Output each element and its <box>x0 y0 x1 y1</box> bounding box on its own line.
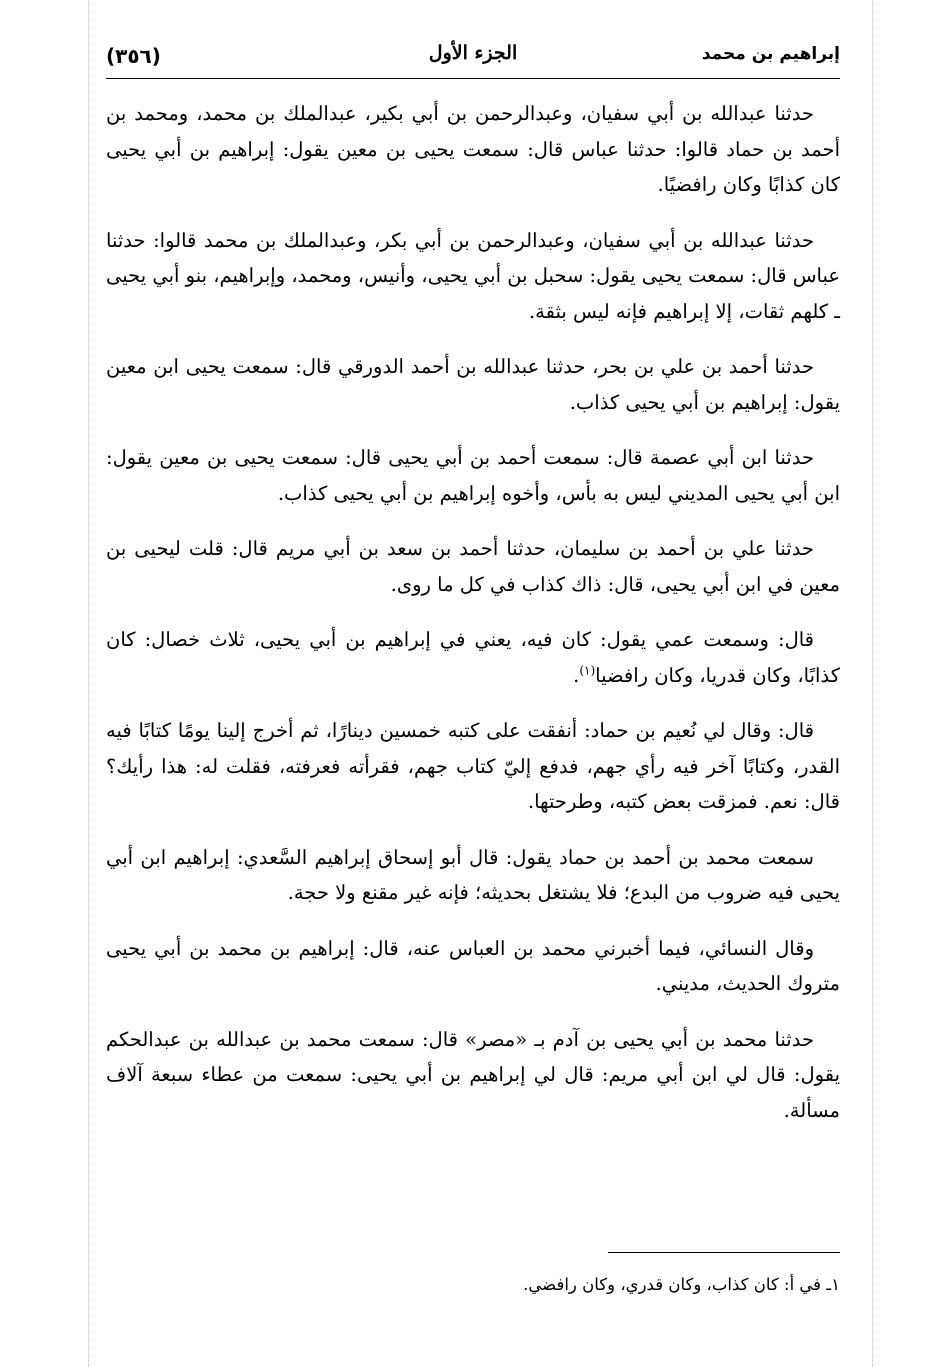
paragraph: حدثنا علي بن أحمد بن سليمان، حدثنا أحمد بن سعد بن أبي مريم قال: قلت ليحيى بن معين في ابن أبي يحيى، قال: ذاك كذاب في كل ما روى. <box>106 537 840 596</box>
paragraph: حدثنا عبدالله بن أبي سفيان، وعبدالرحمن بن أبي بكير، عبدالملك بن محمد، ومحمد بن أحمد بن حماد قالوا: حدثنا عباس قال: سمعت يحيى بن معين يقول: إبراهيم بن أبي يحيى كان كذابًا وكان رافضيًا. <box>106 102 840 196</box>
header-rule <box>106 78 840 79</box>
footnote-marker: (١) <box>579 663 596 677</box>
paragraph: سمعت محمد بن أحمد بن حماد يقول: قال أبو إسحاق إبراهيم السَّعدي: إبراهيم ابن أبي يحيى فيه ضروب من البدع؛ فلا يشتغل بحديثه؛ فإنه غير مقنع ولا حجة. <box>106 845 840 904</box>
body-text <box>106 96 840 1148</box>
footnote-rule <box>608 1252 840 1253</box>
running-title: إبراهيم بن محمد <box>701 44 840 64</box>
paragraph: حدثنا ابن أبي عصمة قال: سمعت أحمد بن أبي يحيى قال: سمعت يحيى بن معين يقول: ابن أبي يحيى المديني ليس به بأس، وأخوه إبراهيم بن أبي يحيى كذاب. <box>106 446 840 505</box>
paragraph: وقال النسائي، فيما أخبرني محمد بن العباس عنه، قال: إبراهيم بن محمد بن أبي يحيى متروك الحديث، مديني. <box>106 936 840 995</box>
part-title: الجزء الأول <box>428 42 518 64</box>
scan-guide-right <box>872 0 873 1367</box>
scan-guide-left <box>88 0 89 1367</box>
page-number: (٣٥٦) <box>106 44 161 68</box>
paragraph: حدثنا أحمد بن علي بن بحر، حدثنا عبدالله بن أحمد الدورقي قال: سمعت يحيى ابن معين يقول: إبراهيم بن أبي يحيى كذاب. <box>106 355 840 414</box>
paragraph: قال: وقال لي نُعيم بن حماد: أنفقت على كتبه خمسين دينارًا، ثم أخرج إلينا يومًا كتابًا فيه القدر، وكتابًا آخر فيه رأي جهم، فدفع إليّ كتاب جهم، فقرأته فعرفته، فقلت له: هذا رأيك؟ قال: نعم. فمزقت بعض كتبه، وطرحتها. <box>106 719 840 813</box>
paragraph: حدثنا محمد بن أبي يحيى بن آدم بـ «مصر» قال: سمعت محمد بن عبدالله بن عبدالحكم يقول: قال لي ابن أبي مريم: قال لي إبراهيم بن أبي يحيى: سمعت من عطاء سبعة آلاف مسألة. <box>106 1027 840 1122</box>
paragraph-text: قال: وسمعت عمي يقول: كان فيه، يعني في إبراهيم بن أبي يحيى، ثلاث خصال: كان كذابًا، وكان قدريا، وكان رافضيا <box>106 628 840 687</box>
footnote: ١ـ في أ: كان كذاب، وكان قدري، وكان رافضي. <box>523 1275 840 1294</box>
paragraph-with-footnote <box>106 622 840 693</box>
paragraph-end: . <box>573 663 580 687</box>
paragraph: حدثنا عبدالله بن أبي سفيان، وعبدالرحمن بن أبي بكر، وعبدالملك بن محمد قالوا: حدثنا عباس قال: سمعت يحيى يقول: سحبل بن أبي يحيى، وأنيس، ومحمد، وإبراهيم، بنو أبي يحيى ـ كلهم ثقات، إلا إبراهيم فإنه ليس بثقة. <box>106 228 840 323</box>
page-header <box>106 40 840 80</box>
